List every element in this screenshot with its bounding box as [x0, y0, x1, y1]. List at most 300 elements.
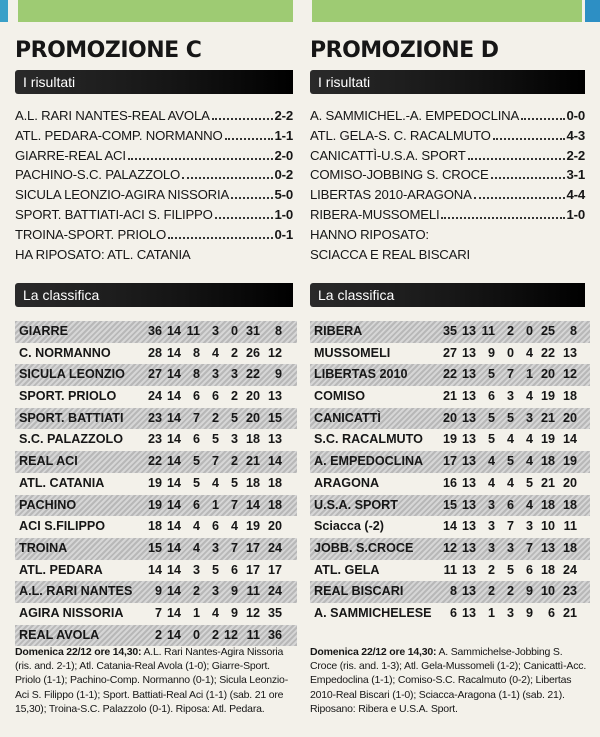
stat-cell: 4: [525, 497, 533, 512]
stat-cell: 2: [211, 627, 219, 642]
result-row: [15, 205, 293, 225]
stat-cell: 24: [267, 584, 282, 599]
top-color-strip-left: [0, 0, 8, 22]
standings-row: [310, 451, 590, 473]
stat-cell: 18: [562, 540, 577, 555]
stat-cell: 36: [267, 627, 282, 642]
stat-cell: 19: [562, 454, 577, 469]
stat-cell: 12: [267, 345, 282, 360]
standings-row: [15, 473, 297, 495]
stat-cell: 23: [147, 410, 162, 425]
dot-leader: [225, 130, 273, 140]
stat-cell: 6: [192, 389, 200, 404]
match-label: PACHINO-S.C. PALAZZOLO: [15, 167, 181, 183]
match-score: 4-4: [566, 187, 585, 203]
stat-cell: 14: [147, 562, 162, 577]
stat-cell: 8: [569, 324, 577, 338]
standings-row: [310, 429, 590, 451]
next-round-text: A.L. Rari Nantes-Agira Nissoria (ris. and. 2-1); Atl. Catania-Real Avola (1-0); Giarre-Sport. Priolo (1-1); Pachino-Comp. Normanno (0-1); Sicula Leonzio-Aci S. Filippo (1-1); Sport. Battiati-Real Aci (1-1) (sab. 21 ore 15,30); Troina-S.C. Palazzolo (0-1). Riposa: Atl. Pedara.: [15, 646, 288, 715]
dot-leader: [231, 189, 272, 199]
stat-cell: 0: [525, 324, 533, 338]
stat-cell: 18: [267, 497, 282, 512]
stat-cell: 14: [166, 475, 181, 490]
rest-note: SCIACCA E REAL BISCARI: [310, 246, 471, 262]
stat-cell: 13: [461, 605, 476, 620]
match-score: 2-2: [274, 108, 293, 123]
stat-cell: 14: [166, 389, 181, 404]
stat-cell: 0: [230, 324, 238, 338]
stat-cell: 5: [192, 475, 200, 490]
result-row: [15, 185, 293, 205]
dot-leader: [521, 110, 564, 120]
standings-row: [15, 560, 297, 582]
standings-row: [15, 343, 297, 365]
stat-cell: 17: [245, 540, 260, 555]
stat-cell: 10: [540, 584, 555, 599]
stat-cell: 5: [506, 410, 514, 425]
team-name: ACI S.FILIPPO: [19, 519, 106, 534]
stat-cell: 7: [230, 540, 238, 555]
stat-cell: 3: [506, 540, 514, 555]
stat-cell: 18: [245, 475, 260, 490]
team-name: LIBERTAS 2010: [314, 367, 408, 382]
stat-cell: 28: [147, 345, 162, 360]
stat-cell: 6: [192, 432, 200, 447]
match-label: TROINA-SPORT. PRIOLO: [15, 226, 167, 242]
stat-cell: 14: [166, 519, 181, 534]
team-name: Sciacca (-2): [314, 519, 385, 534]
stat-cell: 5: [506, 562, 514, 577]
stat-cell: 14: [442, 519, 457, 534]
team-name: ATL. PEDARA: [19, 562, 103, 577]
result-row: [310, 185, 585, 205]
stat-cell: 4: [211, 475, 219, 490]
stat-cell: 22: [245, 367, 260, 382]
stat-cell: 8: [274, 324, 282, 338]
stat-cell: 3: [230, 367, 238, 382]
dot-leader: [493, 130, 565, 140]
stat-cell: 13: [461, 367, 476, 382]
standings-row: [310, 343, 590, 365]
stat-cell: 9: [230, 584, 238, 599]
stat-cell: 20: [245, 389, 260, 404]
stat-cell: 6: [192, 497, 200, 512]
stat-cell: 7: [506, 367, 514, 382]
match-label: A. SAMMICHEL.-A. EMPEDOCLINA: [310, 108, 520, 123]
result-row: [310, 146, 585, 166]
dot-leader: [474, 189, 565, 199]
dot-leader: [168, 229, 272, 239]
standings-row: [15, 538, 297, 560]
standings-row: [15, 386, 297, 408]
stat-cell: 13: [461, 454, 476, 469]
stat-cell: 9: [230, 605, 238, 620]
stat-cell: 22: [442, 367, 457, 382]
team-name: SPORT. BATTIATI: [19, 410, 124, 425]
stat-cell: 1: [211, 497, 219, 512]
stat-cell: 14: [562, 432, 577, 447]
team-name: COMISO: [314, 389, 366, 404]
stat-cell: 8: [192, 367, 200, 382]
stat-cell: 6: [525, 562, 533, 577]
stat-cell: 20: [442, 410, 457, 425]
result-row: [15, 225, 293, 245]
team-name: JOBB. S.CROCE: [314, 540, 414, 555]
stat-cell: 3: [211, 540, 219, 555]
stat-cell: 15: [442, 497, 457, 512]
stat-cell: 21: [562, 605, 577, 620]
stat-cell: 19: [540, 389, 555, 404]
result-row: [310, 205, 585, 225]
team-name: REAL AVOLA: [19, 627, 100, 642]
standings-row: [310, 364, 590, 386]
stat-cell: 21: [245, 454, 260, 469]
stat-cell: 18: [540, 562, 555, 577]
stat-cell: 35: [442, 324, 457, 338]
stat-cell: 18: [562, 497, 577, 512]
stat-cell: 4: [211, 345, 219, 360]
promozione-d-section: [310, 28, 585, 264]
stat-cell: 10: [540, 519, 555, 534]
stat-cell: 19: [147, 475, 162, 490]
stat-cell: 18: [267, 475, 282, 490]
dot-leader: [212, 110, 273, 120]
standings-table-d: [310, 321, 590, 625]
stat-cell: 16: [442, 475, 457, 490]
stat-cell: 13: [267, 389, 282, 404]
stat-cell: 17: [245, 562, 260, 577]
stat-cell: 26: [245, 345, 260, 360]
stat-cell: 2: [487, 584, 495, 599]
section-title: PROMOZIONE C: [15, 38, 202, 63]
stat-cell: 4: [487, 454, 495, 469]
result-row: [15, 146, 293, 166]
stat-cell: 3: [506, 389, 514, 404]
team-name: CANICATTÌ: [314, 410, 381, 425]
dot-leader: [182, 169, 272, 179]
standings-row: [15, 603, 297, 625]
standings-row: [15, 408, 297, 430]
match-label: GIARRE-REAL ACI: [15, 147, 126, 163]
team-name: S.C. RACALMUTO: [314, 432, 423, 447]
stat-cell: 4: [192, 519, 200, 534]
team-name: PACHINO: [19, 497, 77, 512]
stat-cell: 14: [166, 540, 181, 555]
match-score: 4-3: [566, 127, 585, 143]
stat-cell: 7: [506, 519, 514, 534]
team-name: ATL. CATANIA: [19, 475, 105, 490]
stat-cell: 13: [461, 540, 476, 555]
stat-cell: 3: [525, 410, 533, 425]
rest-note: HA RIPOSATO: ATL. CATANIA: [15, 246, 191, 262]
stat-cell: 24: [267, 540, 282, 555]
results-list: [15, 106, 293, 264]
match-label: COMISO-JOBBING S. CROCE: [310, 167, 489, 183]
stat-cell: 20: [540, 367, 555, 382]
team-name: A. SAMMICHELESE: [314, 605, 432, 620]
team-name: S.C. PALAZZOLO: [19, 432, 124, 447]
match-label: ATL. GELA-S. C. RACALMUTO: [310, 127, 491, 143]
team-name: ATL. GELA: [314, 562, 380, 577]
stat-cell: 4: [487, 475, 495, 490]
stat-cell: 12: [562, 367, 577, 382]
stat-cell: 13: [461, 432, 476, 447]
stat-cell: 5: [487, 367, 495, 382]
standings-row: [310, 386, 590, 408]
standings-row: [310, 581, 590, 603]
stat-cell: 13: [461, 519, 476, 534]
stat-cell: 5: [525, 475, 533, 490]
stat-cell: 4: [525, 432, 533, 447]
stat-cell: 0: [192, 627, 200, 642]
stat-cell: 6: [487, 389, 495, 404]
standings-row: [310, 538, 590, 560]
result-row: [310, 165, 585, 185]
standings-row: [15, 321, 297, 343]
results-header-bar: I risultati: [310, 70, 585, 94]
match-score: 5-0: [274, 187, 293, 203]
team-name: A. EMPEDOCLINA: [314, 454, 424, 469]
match-score: 0-2: [274, 167, 293, 183]
next-round-note-d: [310, 645, 588, 716]
stat-cell: 25: [540, 324, 555, 338]
stat-cell: 11: [443, 562, 457, 577]
standings-row: [310, 603, 590, 625]
stat-cell: 2: [154, 627, 162, 642]
stat-cell: 13: [461, 475, 476, 490]
result-row: [15, 165, 293, 185]
stat-cell: 7: [525, 540, 533, 555]
stat-cell: 14: [166, 627, 181, 642]
stat-cell: 1: [525, 367, 533, 382]
stat-cell: 5: [230, 475, 238, 490]
stat-cell: 14: [166, 605, 181, 620]
stat-cell: 36: [147, 324, 162, 338]
stat-cell: 20: [267, 519, 282, 534]
stat-cell: 13: [540, 540, 555, 555]
stat-cell: 3: [487, 540, 495, 555]
stat-cell: 6: [547, 605, 555, 620]
stat-cell: 7: [230, 497, 238, 512]
stat-cell: 13: [267, 432, 282, 447]
stat-cell: 14: [166, 410, 181, 425]
team-name: RIBERA: [314, 324, 363, 338]
stat-cell: 27: [147, 367, 162, 382]
next-round-label: Domenica 22/12 ore 14,30:: [15, 646, 142, 658]
stat-cell: 4: [230, 519, 238, 534]
rest-note: HANNO RIPOSATO:: [310, 226, 429, 242]
section-title: PROMOZIONE D: [310, 38, 499, 63]
stat-cell: 13: [461, 410, 476, 425]
match-score: 1-0: [274, 206, 293, 222]
results-list: [310, 106, 585, 264]
stat-cell: 5: [230, 410, 238, 425]
promozione-c-section: [15, 28, 293, 264]
stat-cell: 18: [562, 389, 577, 404]
stat-cell: 14: [166, 454, 181, 469]
standings-row: [310, 321, 590, 343]
stat-cell: 22: [540, 345, 555, 360]
stat-cell: 19: [245, 519, 260, 534]
stat-cell: 14: [245, 497, 260, 512]
team-name: GIARRE: [19, 324, 68, 338]
match-label: RIBERA-MUSSOMELI: [310, 206, 440, 222]
team-name: ARAGONA: [314, 475, 380, 490]
match-label: A.L. RARI NANTES-REAL AVOLA: [15, 108, 210, 123]
stat-cell: 27: [442, 345, 457, 360]
stat-cell: 4: [211, 605, 219, 620]
stat-cell: 3: [211, 324, 219, 338]
stat-cell: 8: [449, 584, 457, 599]
stat-cell: 1: [192, 605, 200, 620]
standings-row: [15, 451, 297, 473]
stat-cell: 14: [166, 584, 181, 599]
stat-cell: 23: [147, 432, 162, 447]
top-color-strip-green: [18, 0, 293, 22]
team-name: AGIRA NISSORIA: [19, 605, 124, 620]
stat-cell: 2: [230, 389, 238, 404]
stat-cell: 20: [562, 410, 577, 425]
stat-cell: 5: [211, 432, 219, 447]
dot-leader: [441, 209, 564, 219]
match-score: 0-1: [274, 226, 293, 242]
standings-row: [15, 429, 297, 451]
team-name: SPORT. PRIOLO: [19, 389, 117, 404]
dot-leader: [215, 209, 273, 219]
next-round-label: Domenica 22/12 ore 14,30:: [310, 646, 437, 658]
stat-cell: 2: [211, 410, 219, 425]
stat-cell: 31: [245, 324, 260, 338]
stat-cell: 2: [487, 562, 495, 577]
match-label: CANICATTÌ-U.S.A. SPORT: [310, 147, 466, 163]
stat-cell: 13: [562, 345, 577, 360]
stat-cell: 2: [506, 324, 514, 338]
stat-cell: 21: [442, 389, 457, 404]
match-score: 2-2: [566, 147, 585, 163]
stat-cell: 13: [461, 324, 476, 338]
stat-cell: 3: [192, 562, 200, 577]
stat-cell: 14: [166, 562, 181, 577]
stat-cell: 14: [166, 324, 181, 338]
standings-header-bar-d: La classifica: [310, 283, 585, 307]
stat-cell: 3: [525, 519, 533, 534]
stat-cell: 13: [461, 497, 476, 512]
stat-cell: 6: [211, 389, 219, 404]
stat-cell: 19: [147, 497, 162, 512]
stat-cell: 6: [211, 519, 219, 534]
stat-cell: 35: [267, 605, 282, 620]
stat-cell: 18: [540, 454, 555, 469]
stat-cell: 24: [147, 389, 162, 404]
stat-cell: 13: [461, 584, 476, 599]
stat-cell: 20: [245, 410, 260, 425]
stat-cell: 14: [166, 345, 181, 360]
stat-cell: 13: [461, 562, 476, 577]
stat-cell: 7: [211, 454, 219, 469]
match-score: 0-0: [566, 108, 585, 123]
standings-row: [15, 364, 297, 386]
stat-cell: 21: [540, 410, 555, 425]
stat-cell: 9: [154, 584, 162, 599]
stat-cell: 11: [246, 627, 260, 642]
stat-cell: 9: [525, 584, 533, 599]
stat-cell: 3: [487, 497, 495, 512]
stat-cell: 13: [461, 345, 476, 360]
result-row: [15, 106, 293, 126]
stat-cell: 11: [481, 324, 495, 338]
stat-cell: 9: [487, 345, 495, 360]
stat-cell: 9: [274, 367, 282, 382]
standings-row: [15, 516, 297, 538]
standings-row: [15, 625, 297, 647]
match-score: 2-0: [274, 147, 293, 163]
match-label: LIBERTAS 2010-ARAGONA: [310, 187, 472, 203]
stat-cell: 5: [192, 454, 200, 469]
match-label: SICULA LEONZIO-AGIRA NISSORIA: [15, 187, 230, 203]
team-name: REAL BISCARI: [314, 584, 404, 599]
standings-row: [15, 495, 297, 517]
stat-cell: 22: [147, 454, 162, 469]
stat-cell: 12: [245, 605, 260, 620]
stat-cell: 4: [506, 432, 514, 447]
team-name: A.L. RARI NANTES: [19, 584, 133, 599]
stat-cell: 4: [525, 345, 533, 360]
stat-cell: 13: [461, 389, 476, 404]
stat-cell: 14: [166, 367, 181, 382]
result-row: [310, 126, 585, 146]
stat-cell: 3: [211, 584, 219, 599]
stat-cell: 7: [154, 605, 162, 620]
stat-cell: 18: [540, 497, 555, 512]
match-label: SPORT. BATTIATI-ACI S. FILIPPO: [15, 206, 213, 222]
standings-row: [310, 516, 590, 538]
match-label: ATL. PEDARA-COMP. NORMANNO: [15, 127, 223, 143]
stat-cell: 3: [506, 605, 514, 620]
team-name: U.S.A. SPORT: [314, 497, 398, 512]
team-name: SICULA LEONZIO: [19, 367, 125, 382]
stat-cell: 9: [525, 605, 533, 620]
result-row: [310, 106, 585, 126]
stat-cell: 18: [147, 519, 162, 534]
stat-cell: 19: [540, 432, 555, 447]
dot-leader: [128, 150, 273, 160]
stat-cell: 8: [192, 345, 200, 360]
match-score: 3-1: [566, 167, 585, 183]
stat-cell: 5: [211, 562, 219, 577]
standings-row: [310, 473, 590, 495]
standings-row: [310, 408, 590, 430]
next-round-note-c: [15, 645, 295, 716]
results-header-bar: I risultati: [15, 70, 293, 94]
stat-cell: 14: [166, 432, 181, 447]
stat-cell: 0: [506, 345, 514, 360]
stat-cell: 3: [230, 432, 238, 447]
stat-cell: 19: [442, 432, 457, 447]
stat-cell: 15: [147, 540, 162, 555]
stat-cell: 4: [525, 389, 533, 404]
stat-cell: 11: [186, 324, 200, 338]
stat-cell: 3: [211, 367, 219, 382]
stat-cell: 5: [487, 432, 495, 447]
match-score: 1-1: [274, 127, 293, 143]
dot-leader: [468, 150, 565, 160]
stat-cell: 11: [246, 584, 260, 599]
stat-cell: 1: [487, 605, 495, 620]
stat-cell: 4: [506, 475, 514, 490]
next-round-text: A. Sammichelse-Jobbing S. Croce (ris. and. 1-3); Atl. Gela-Mussomeli (1-2); Canicattì-Acc. Empedoclina (1-1); Comiso-S.C. Racalmuto (0-2); Libertas 2010-Real Biscari (1-0); Sciacca-Aragona (1-1) (sab. 21). Riposano: Ribera e U.S.A. Sport.: [310, 646, 587, 715]
stat-cell: 6: [230, 562, 238, 577]
stat-cell: 4: [192, 540, 200, 555]
